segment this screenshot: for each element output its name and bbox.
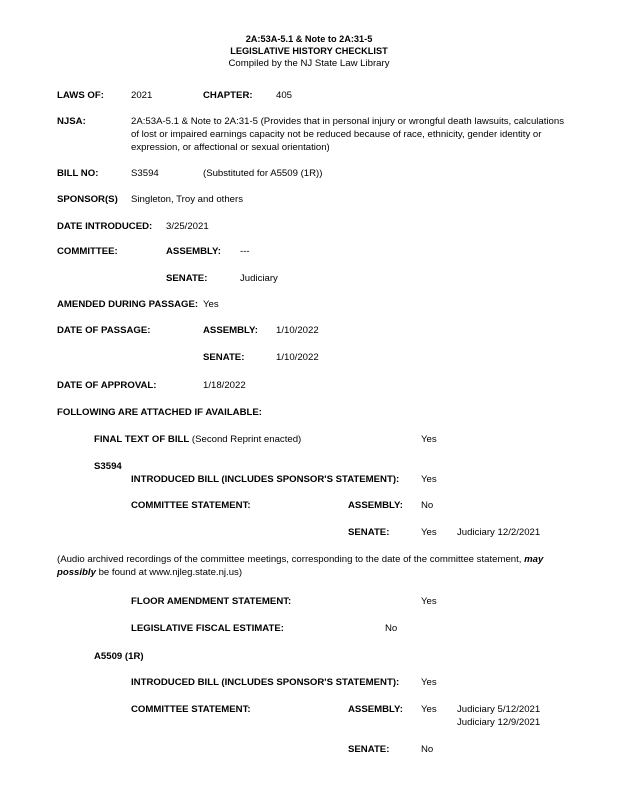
final-text-note: (Second Reprint enacted) [191, 434, 302, 445]
njsa-line-2: of lost or impaired earnings capacity not be reduced because of race, ethnicity, gender identity or [131, 129, 542, 140]
bill-no-value: S3594 [131, 168, 159, 179]
compiled-by: Compiled by the NJ State Law Library [228, 58, 390, 69]
s3594-assembly-label: ASSEMBLY: [348, 500, 403, 511]
s3594-assembly-value: No [421, 500, 434, 511]
audio-note-text-2: be found at www.njleg.state.nj.us) [98, 567, 243, 578]
njsa-label: NJSA: [57, 116, 86, 127]
committee-senate-value: Judiciary [240, 273, 278, 284]
date-of-passage-label: DATE OF PASSAGE: [57, 325, 151, 336]
a5509-assembly-value: Yes [421, 704, 437, 715]
laws-of-value: 2021 [131, 90, 153, 101]
amended-value: Yes [203, 299, 219, 310]
laws-of-label: LAWS OF: [57, 90, 104, 101]
bill-no-label: BILL NO: [57, 168, 99, 179]
passage-senate-label: SENATE: [203, 352, 245, 363]
amended-label: AMENDED DURING PASSAGE: [57, 299, 199, 310]
s3594-introduced-label: INTRODUCED BILL (INCLUDES SPONSOR'S STATEMENT): [131, 474, 400, 485]
a5509-committee-label: COMMITTEE STATEMENT: [131, 704, 251, 715]
audio-note-line-1 [57, 554, 543, 566]
fiscal-estimate-value: No [385, 623, 398, 634]
s3594-introduced-value: Yes [421, 474, 437, 485]
document-title: 2A:53A-5.1 & Note to 2A:31-5 [245, 34, 373, 44]
committee-senate-label: SENATE: [166, 273, 208, 284]
a5509-assembly-label: ASSEMBLY: [348, 704, 403, 715]
date-of-approval-label: DATE OF APPROVAL: [57, 380, 157, 391]
committee-assembly-value: --- [240, 246, 250, 257]
final-text-label: FINAL TEXT OF BILL [94, 434, 190, 445]
audio-note-emphasis-possibly: possibly [57, 567, 96, 578]
date-of-approval-value: 1/18/2022 [203, 380, 246, 391]
njsa-line-1: 2A:53A-5.1 & Note to 2A:31-5 (Provides that in personal injury or wrongful death lawsuits, calculations [131, 116, 565, 127]
a5509-introduced-value: Yes [421, 677, 437, 688]
chapter-label: CHAPTER: [203, 90, 253, 101]
s3594-label: S3594 [94, 461, 122, 472]
a5509-introduced-label: INTRODUCED BILL (INCLUDES SPONSOR'S STATEMENT): [131, 677, 400, 688]
audio-note-line-2 [57, 567, 242, 579]
floor-amendment-value: Yes [421, 596, 437, 607]
audio-note-emphasis-may: may [524, 554, 544, 565]
s3594-senate-detail: Judiciary 12/2/2021 [457, 527, 541, 538]
date-introduced-label: DATE INTRODUCED: [57, 221, 153, 232]
committee-label: COMMITTEE: [57, 246, 118, 257]
bill-no-note: (Substituted for A5509 (1R)) [203, 168, 323, 179]
a5509-senate-label: SENATE: [348, 744, 390, 755]
a5509-senate-value: No [421, 744, 434, 755]
passage-assembly-label: ASSEMBLY: [203, 325, 258, 336]
chapter-value: 405 [276, 90, 293, 101]
njsa-line-3: expression, or affectional or sexual orientation) [131, 142, 330, 153]
a5509-assembly-detail-1: Judiciary 5/12/2021 [457, 704, 541, 715]
audio-note-text-1: (Audio archived recordings of the committee meetings, corresponding to the date of the committee statement, [57, 554, 522, 565]
floor-amendment-label: FLOOR AMENDMENT STATEMENT: [131, 596, 292, 607]
final-text-value: Yes [421, 434, 437, 445]
passage-assembly-value: 1/10/2022 [276, 325, 319, 336]
sponsors-value: Singleton, Troy and others [131, 194, 243, 205]
final-text-row [94, 434, 301, 446]
attached-heading: FOLLOWING ARE ATTACHED IF AVAILABLE: [57, 407, 262, 418]
a5509-label: A5509 (1R) [94, 651, 144, 662]
date-introduced-value: 3/25/2021 [166, 221, 209, 232]
document-subtitle: LEGISLATIVE HISTORY CHECKLIST [230, 46, 388, 56]
s3594-senate-value: Yes [421, 527, 437, 538]
s3594-senate-label: SENATE: [348, 527, 390, 538]
s3594-committee-label: COMMITTEE STATEMENT: [131, 500, 251, 511]
sponsors-label: SPONSOR(S) [57, 194, 118, 205]
fiscal-estimate-label: LEGISLATIVE FISCAL ESTIMATE: [131, 623, 284, 634]
a5509-assembly-detail-2: Judiciary 12/9/2021 [457, 717, 541, 728]
passage-senate-value: 1/10/2022 [276, 352, 319, 363]
committee-assembly-label: ASSEMBLY: [166, 246, 221, 257]
